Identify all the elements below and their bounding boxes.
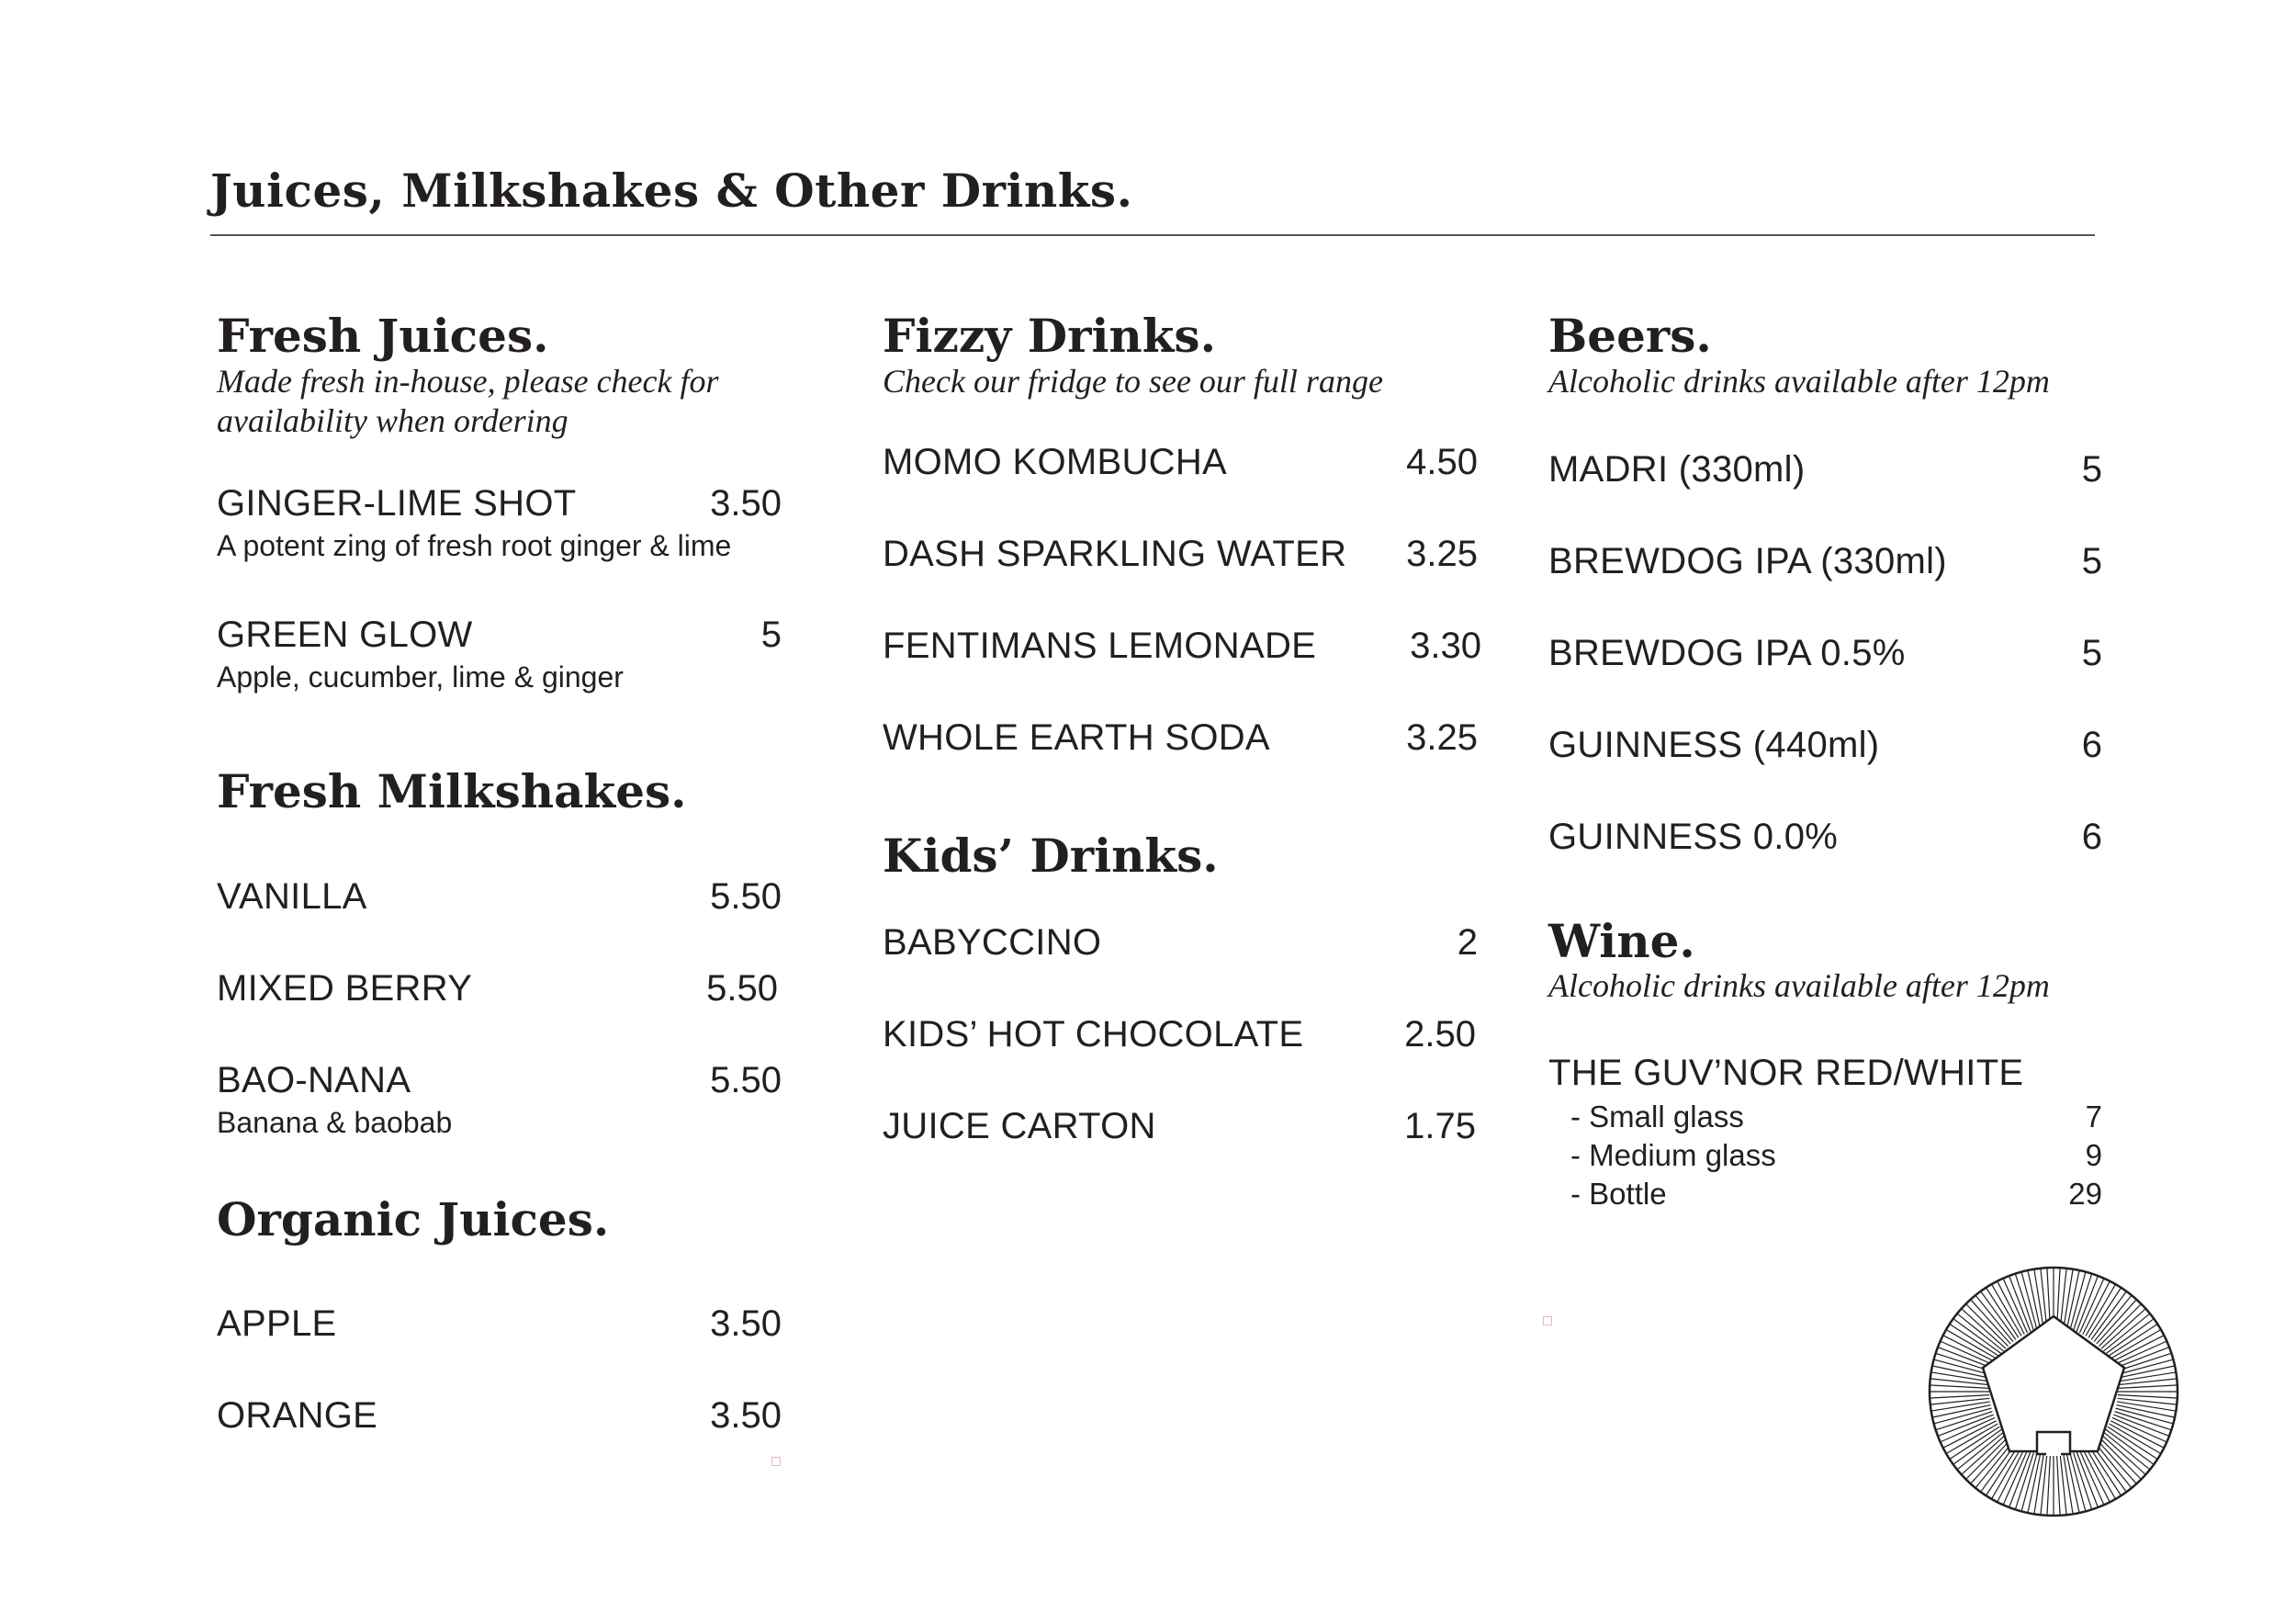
item-name: GINGER-LIME SHOT [217,483,577,524]
item-name: GUINNESS 0.0% [1548,817,1839,857]
logo-ray [1958,1432,2004,1469]
item-description: Banana & baobab [217,1106,453,1139]
wine-title: Wine. [1548,914,1695,968]
item-price: 3.50 [710,1395,782,1436]
logo-ray [2103,1314,2149,1351]
item-price: 3.50 [710,483,782,524]
logo-ray [2118,1395,2177,1398]
logo-ray [2106,1429,2154,1464]
item-price: 6 [2081,725,2102,765]
logo-ray [1958,1314,2004,1351]
item-name: ORANGE [217,1395,378,1436]
logo-ray [1930,1385,1989,1388]
logo-ray [2009,1451,2031,1506]
wine-option-small-glass: - Small glass [1570,1100,1744,1133]
item-name: THE GUV’NOR RED/WHITE [1548,1053,2024,1093]
logo-ray [2106,1319,2154,1354]
item-price: 2.50 [1404,1014,1476,1054]
title-divider [210,234,2095,236]
item-name: FENTIMANS LEMONADE [883,626,1317,666]
wine-option-price: 29 [2068,1177,2102,1211]
logo-ray [2103,1432,2149,1469]
item-price: 5.50 [710,1060,782,1100]
logo-ray [2047,1456,2050,1515]
item-price: 3.50 [710,1303,782,1344]
organic-juices-title: Organic Juices. [217,1192,610,1246]
logo-ray [2077,1277,2098,1332]
item-price: 3.30 [1410,626,1481,666]
logo-ray [1976,1296,2013,1342]
item-price: 2 [1457,922,1478,963]
logo-ray [2113,1415,2168,1436]
item-name: VANILLA [217,876,367,917]
logo-ray [2099,1438,2141,1479]
item-price: 1.75 [1404,1106,1476,1146]
item-price: 5 [2081,633,2102,673]
pentagon-house-sunburst-logo-icon [1927,1265,2180,1518]
wine-option-medium-glass: - Medium glass [1570,1138,1776,1172]
item-name: GUINNESS (440ml) [1548,725,1880,765]
registration-mark [771,1457,781,1466]
item-price: 4.50 [1406,442,1478,482]
fizzy-drinks-subtitle: Check our fridge to see our full range [883,363,1383,400]
item-price: 3.25 [1406,534,1478,574]
item-name: MIXED BERRY [217,968,473,1009]
beers-title: Beers. [1548,309,1712,363]
registration-mark [1543,1316,1552,1325]
logo-ray [2094,1296,2131,1342]
item-name: APPLE [217,1303,337,1344]
logo-ray [2077,1451,2098,1506]
item-name: DASH SPARKLING WATER [883,534,1347,574]
item-price: 3.25 [1406,717,1478,758]
fizzy-drinks-title: Fizzy Drinks. [883,309,1216,363]
logo-ray [2118,1385,2177,1388]
logo-ray [2057,1456,2060,1515]
fresh-milkshakes-title: Fresh Milkshakes. [217,764,687,818]
logo-ray [1966,1438,2008,1479]
item-name: MADRI (330ml) [1548,449,1806,490]
item-name: BREWDOG IPA (330ml) [1548,541,1947,581]
logo-ray [2091,1292,2126,1340]
wine-subtitle: Alcoholic drinks available after 12pm [1548,967,2050,1004]
item-name: KIDS’ HOT CHOCOLATE [883,1014,1304,1054]
logo-ray [1981,1292,2016,1340]
item-price: 5 [760,615,782,655]
item-price: 5.50 [710,876,782,917]
fresh-juices-title: Fresh Juices. [217,309,549,363]
item-description: A potent zing of fresh root ginger & lime [217,529,732,562]
item-name: BREWDOG IPA 0.5% [1548,633,1906,673]
wine-option-price: 9 [2085,1138,2102,1172]
wine-option-price: 7 [2085,1100,2102,1133]
item-price: 5 [2081,541,2102,581]
page-title: Juices, Milkshakes & Other Drinks. [210,164,1133,218]
item-name: GREEN GLOW [217,615,473,655]
beers-subtitle: Alcoholic drinks available after 12pm [1548,363,2050,400]
logo-ray [1954,1429,2002,1464]
item-price: 5.50 [706,968,778,1009]
item-name: WHOLE EARTH SODA [883,717,1270,758]
kids-drinks-title: Kids’ Drinks. [883,829,1219,883]
logo-ray [1930,1395,1989,1398]
item-name: MOMO KOMBUCHA [883,442,1228,482]
item-price: 5 [2081,449,2102,490]
wine-option-bottle: - Bottle [1570,1177,1667,1211]
fresh-juices-subtitle-line2: availability when ordering [217,402,568,439]
logo-ray [2099,1304,2141,1346]
item-name: BABYCCINO [883,922,1102,963]
item-name: BAO-NANA [217,1060,411,1100]
item-description: Apple, cucumber, lime & ginger [217,660,624,694]
logo-ray [2009,1277,2031,1332]
logo-ray [1966,1304,2008,1346]
fresh-juices-subtitle-line1: Made fresh in-house, please check for [217,363,719,400]
logo-ray [1939,1415,1994,1436]
item-name: JUICE CARTON [883,1106,1156,1146]
logo-ray [1954,1319,2002,1354]
item-price: 6 [2081,817,2102,857]
